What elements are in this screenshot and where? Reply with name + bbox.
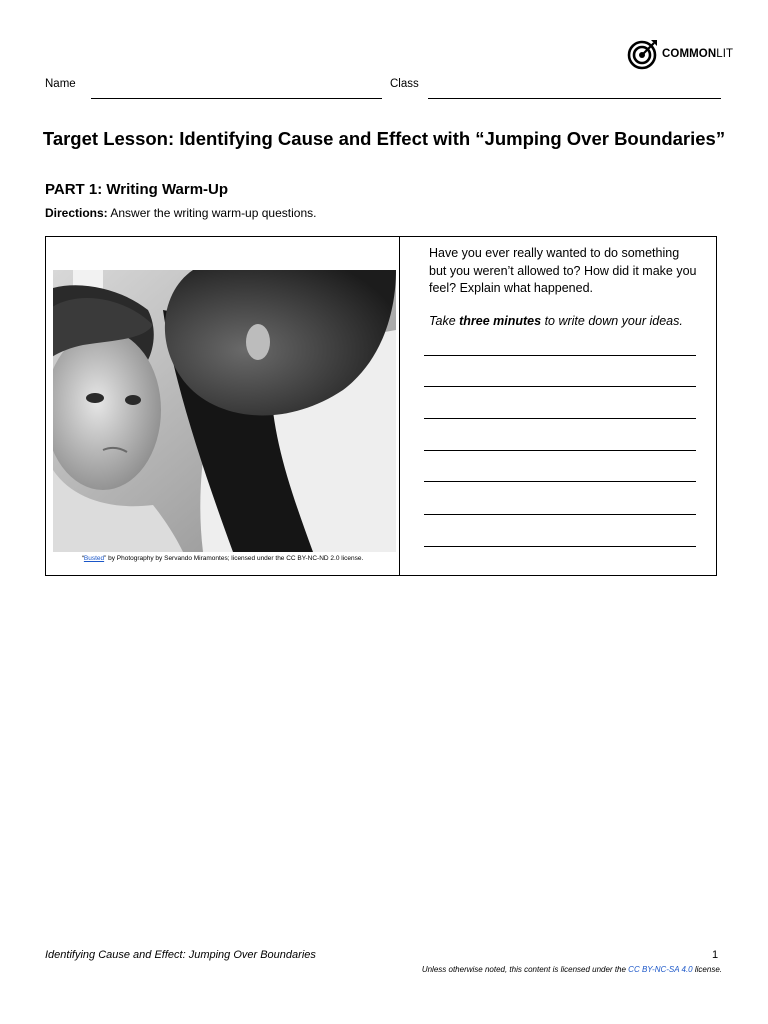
- footer-lesson-title: Identifying Cause and Effect: Jumping Over Boundaries: [45, 949, 316, 961]
- answer-line[interactable]: [424, 418, 696, 419]
- commonlit-logo: [627, 38, 733, 70]
- page-number: 1: [712, 949, 719, 961]
- warmup-box: [45, 236, 717, 576]
- answer-line[interactable]: [424, 355, 696, 356]
- class-label: Class: [390, 78, 419, 90]
- license-link[interactable]: CC BY-NC-SA 4.0: [628, 965, 693, 974]
- answer-line[interactable]: [424, 546, 696, 547]
- warmup-photo: [53, 270, 396, 552]
- warmup-instruction: Take three minutes to write down your ideas.: [429, 314, 683, 328]
- license-notice: Unless otherwise noted, this content is licensed under the CC BY-NC-SA 4.0 license.: [421, 965, 722, 974]
- class-field[interactable]: [428, 98, 721, 99]
- box-divider: [399, 237, 400, 575]
- answer-line[interactable]: [424, 481, 696, 482]
- directions: [45, 206, 316, 220]
- photo-caption-link[interactable]: Busted: [83, 555, 105, 562]
- name-label: Name: [45, 78, 76, 90]
- page-title: Target Lesson: Identifying Cause and Effect with “Jumping Over Boundaries”: [42, 128, 726, 149]
- logo-text: COMMONLIT: [662, 48, 734, 60]
- target-icon: [627, 38, 659, 70]
- directions-label: Directions:: [45, 206, 108, 220]
- answer-line[interactable]: [424, 386, 696, 387]
- answer-line[interactable]: [424, 514, 696, 515]
- directions-text: Answer the writing warm-up questions.: [107, 206, 317, 220]
- photo-caption: “Busted” by Photography by Servando Miramontes; licensed under the CC BY-NC-ND 2.0 license.: [81, 555, 364, 562]
- name-field[interactable]: [91, 98, 382, 99]
- warmup-question: Have you ever really wanted to do something but you weren’t allowed to? How did it make you feel? Explain what happened.: [429, 246, 697, 295]
- part1-heading: PART 1: Writing Warm-Up: [45, 181, 229, 198]
- answer-line[interactable]: [424, 450, 696, 451]
